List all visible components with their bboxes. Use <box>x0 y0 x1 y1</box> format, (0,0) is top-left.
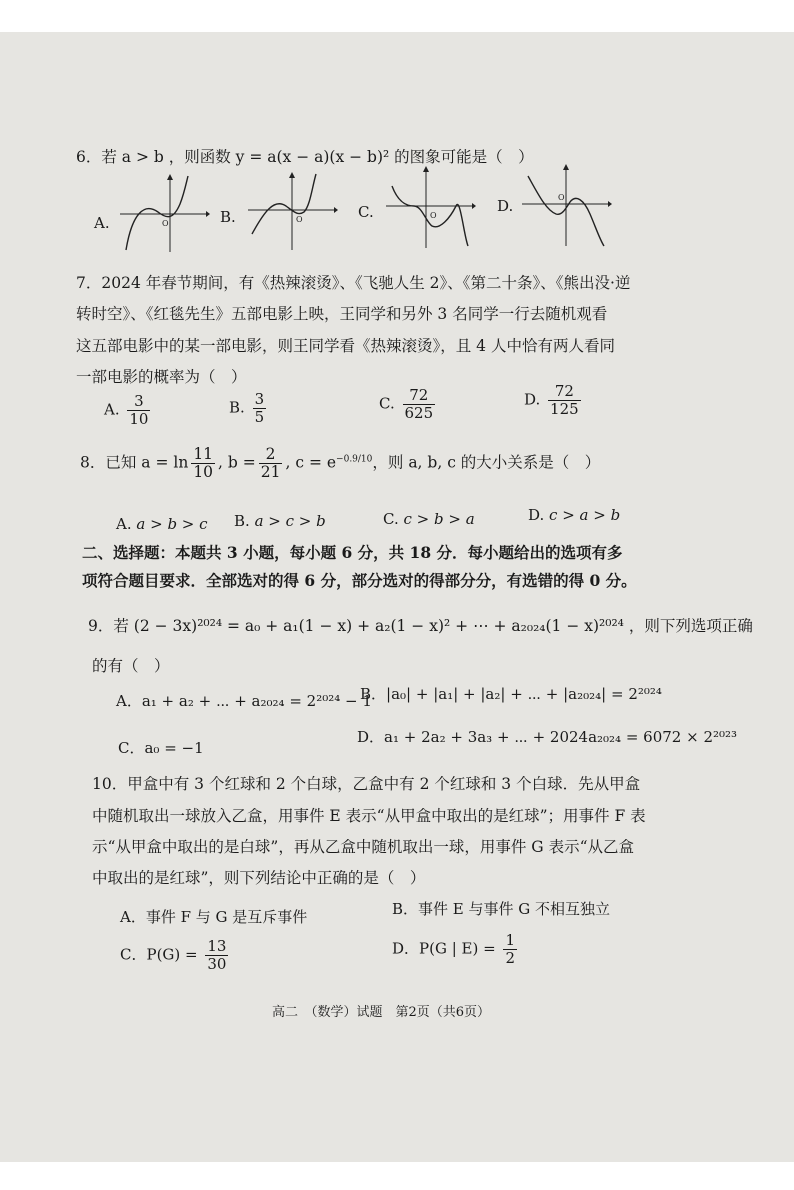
q8-option-d: D. c > a > b <box>528 506 621 524</box>
svg-text:O: O <box>430 211 437 220</box>
q10-option-b: B．事件 E 与事件 G 不相互独立 <box>392 900 611 918</box>
q7-line-4: 一部电影的概率为（ ） <box>76 368 247 386</box>
q9-line-2: 的有（ ） <box>92 657 170 675</box>
q6-option-b-label: B. <box>220 208 236 226</box>
q7-option-b: B. $\frac{3}{5}$ <box>229 390 265 426</box>
q10-line-2: 中随机取出一球放入乙盒，用事件 E 表示“从甲盒中取出的是红球”；用事件 F 表 <box>92 807 646 825</box>
q10-line-1: 10．甲盒中有 3 个红球和 2 个白球，乙盒中有 2 个红球和 3 个白球．先从甲盒 <box>92 775 641 793</box>
q10-line-4: 中取出的是红球”，则下列结论中正确的是（ ） <box>92 869 426 887</box>
q9-option-a: A．a₁ + a₂ + ⋯ + a₂₀₂₄ = 2²⁰²⁴ − 1 <box>116 692 372 710</box>
q7-line-1: 7．2024 年春节期间，有《热辣滚烫》、《飞驰人生 2》、《第二十条》、《熊出没·逆 <box>76 274 631 292</box>
q10-option-c: C．P(G) = $\frac{13}{30}$ <box>120 937 227 973</box>
section-2-heading-line-2: 项符合题目要求．全部选对的得 6 分，部分选对的得部分分，有选错的得 0 分。 <box>82 571 637 590</box>
q8-option-b: B. a > c > b <box>234 512 326 530</box>
q6-graph-b <box>246 172 338 252</box>
section-2-heading-line-1: 二、选择题：本题共 3 小题，每小题 6 分，共 18 分．每小题给出的选项有多 <box>82 543 623 562</box>
q9-option-c: C．a₀ = −1 <box>118 739 204 757</box>
q9-option-d: D．a₁ + 2a₂ + 3a₃ + ⋯ + 2024a₂₀₂₄ = 6072 × 2²⁰²³ <box>357 728 738 746</box>
q6-graph-c <box>384 166 476 250</box>
svg-text:O: O <box>296 215 303 224</box>
q7-line-3: 这五部电影中的某一部电影，则王同学看《热辣滚烫》，且 4 人中恰有两人看同 <box>76 337 615 355</box>
q9-line-1: 9．若 (2 − 3x)²⁰²⁴ = a₀ + a₁(1 − x) + a₂(1 − x)² + ⋯ + a₂₀₂₄(1 − x)²⁰²⁴ ，则下列选项正确 <box>88 617 753 635</box>
q10-option-d: D．P(G | E) = $\frac{1}{2}$ <box>392 931 516 967</box>
q6-stem: 6．若 a > b ，则函数 y = a(x − a)(x − b)² 的图象可能是（ ） <box>76 148 534 166</box>
page-footer: 高二 （数学）试题 第2页（共6页） <box>272 1005 491 1020</box>
q6-option-d-label: D. <box>497 197 514 215</box>
q7-option-c: C. $\frac{72}{625}$ <box>379 386 434 422</box>
svg-text:O: O <box>162 219 169 228</box>
q6-graph-d <box>520 164 612 248</box>
svg-text:O: O <box>558 193 565 202</box>
q7-line-2: 转时空》、《红毯先生》五部电影上映，王同学和另外 3 名同学一行去随机观看 <box>76 305 608 323</box>
q8-option-a: A. a > b > c <box>116 515 208 533</box>
q8-stem: 8．已知 a = ln $\frac{11}{10}$ , b = $\frac{2}{21}$ , $c = e^{-0.9/10}$，则 a, b, c 的大小关系是（ ） <box>80 445 601 481</box>
q9-option-b: B．|a₀| + |a₁| + |a₂| + ⋯ + |a₂₀₂₄| = 2²⁰²⁴ <box>360 685 662 703</box>
q10-option-a: A．事件 F 与 G 是互斥事件 <box>120 908 308 926</box>
q7-option-d: D. $\frac{72}{125}$ <box>524 382 579 418</box>
q6-option-a-label: A. <box>94 214 110 232</box>
q8-option-c: C. c > b > a <box>383 510 475 528</box>
q10-line-3: 示“从甲盒中取出的是白球”，再从乙盒中随机取出一球，用事件 G 表示“从乙盒 <box>92 838 635 856</box>
q7-option-a: A. $\frac{3}{10}$ <box>104 392 149 428</box>
q6-graph-a <box>118 174 210 254</box>
q6-option-c-label: C. <box>358 203 374 221</box>
